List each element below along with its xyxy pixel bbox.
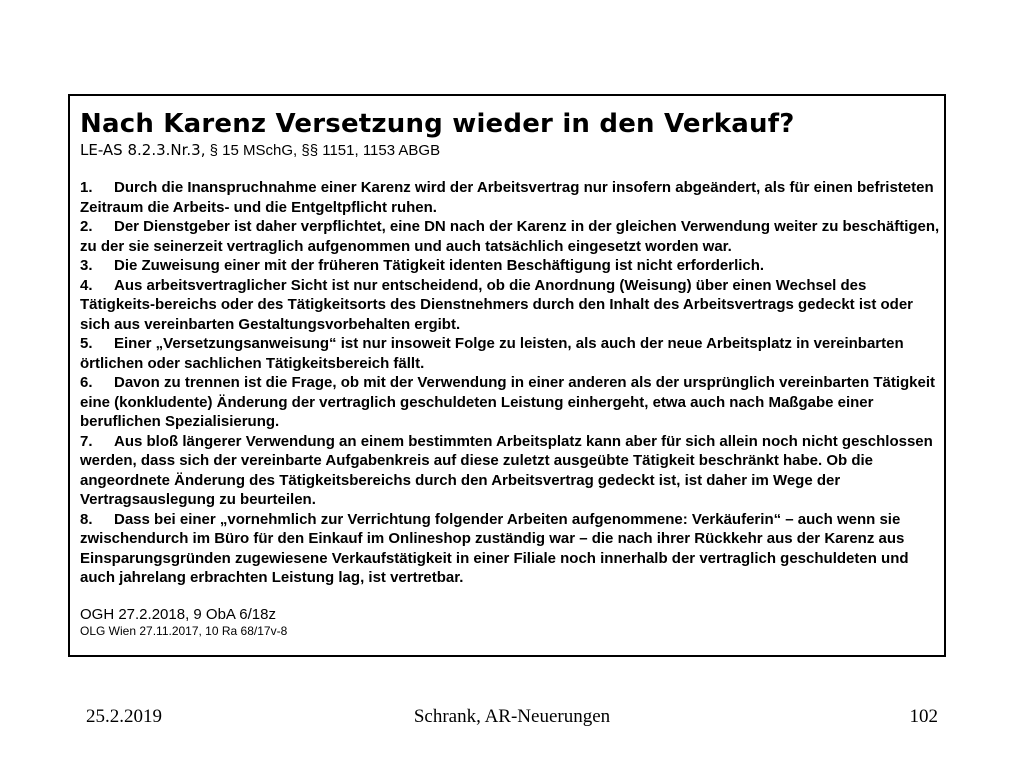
- point-item: 4. Aus arbeitsvertraglicher Sicht ist nur entscheidend, ob die Anordnung (Weisung) über einen Wechsel des Tätigkeits-bereichs oder des Tätigkeitsorts des Dienstnehmers durch den Inhalt des Arbeitsvertrags gedeckt ist oder sich aus vereinbarten Gestaltungsvorbehalten ergibt.: [80, 276, 914, 333]
- point-item: 6. Davon zu trennen ist die Frage, ob mit der Verwendung in einer anderen als der ursprünglich vereinbarten Tätigkeit eine (konkludente) Änderung der vertraglich geschuldeten Leistung einhergeht, etwa auch nach Maßgabe einer beruflichen Spezialisierung.: [80, 374, 936, 430]
- source-citation: [80, 606, 942, 639]
- footer-date: 25.2.2019: [86, 706, 162, 727]
- slide-title: Nach Karenz Versetzung wieder in den Verkauf?: [80, 109, 795, 139]
- point-item: 5. Einer „Versetzungsanweisung“ ist nur insoweit Folge zu leisten, als auch der neue Arbeitsplatz in vereinbarten örtlichen oder sachlichen Tätigkeitsbereich fällt.: [80, 335, 904, 372]
- points-list: [80, 178, 942, 588]
- point-item: 2. Der Dienstgeber ist daher verpflichtet, eine DN nach der Karenz in der gleichen Verwendung weiter zu beschäftigen, zu der sie seinerzeit vertraglich aufgenommen und auch tatsächlich eingesetzt worden war.: [80, 218, 940, 255]
- footer-page-number: 102: [909, 706, 938, 727]
- source-line-ogh: OGH 27.2.2018, 9 ObA 6/18z: [80, 605, 276, 623]
- subtitle-prefix: LE-AS 8.2.3.Nr.3,: [80, 141, 206, 159]
- source-line-olg: OLG Wien 27.11.2017, 10 Ra 68/17v-8: [80, 623, 288, 638]
- point-item: 7. Aus bloß längerer Verwendung an einem bestimmten Arbeitsplatz kann aber für sich allein noch nicht geschlossen werden, dass sich der vereinbarte Aufgabenkreis auf diese zuletzt ausgeübte Tätigkeit beschränkt habe. Ob die angeordnete Änderung des Tätigkeitsbereichs durch den Arbeitsvertrag gedeckt ist, ist daher im Wege der Vertragsauslegung zu beurteilen.: [80, 432, 933, 508]
- point-item: 1. Durch die Inanspruchnahme einer Karenz wird der Arbeitsvertrag nur insofern abgeändert, als für einen befristeten Zeitraum die Arbeits- und die Entgeltpflicht ruhen.: [80, 179, 934, 216]
- footer-author: Schrank, AR-Neuerungen: [413, 706, 611, 727]
- slide-subtitle: [80, 140, 942, 161]
- slide-content: [80, 108, 942, 639]
- point-item: 3. Die Zuweisung einer mit der früheren Tätigkeit identen Beschäftigung ist nicht erforderlich.: [80, 257, 765, 274]
- point-item: 8. Dass bei einer „vornehmlich zur Verrichtung folgender Arbeiten aufgenommene: Verkäuferin“ – auch wenn sie zwischendurch im Büro für den Einkauf im Onlineshop zuständig war – die nach ihrer Rückkehr aus der Karenz aus Einsparungsgründen zugewiesene Verkaufstätigkeit in einer Filiale noch innerhalb der vertraglich geschuldeten und auch jahrelang erbrachten Leistung lag, ist vertretbar.: [80, 510, 909, 586]
- subtitle-rest: § 15 MSchG, §§ 1151, 1153 ABGB: [205, 142, 441, 159]
